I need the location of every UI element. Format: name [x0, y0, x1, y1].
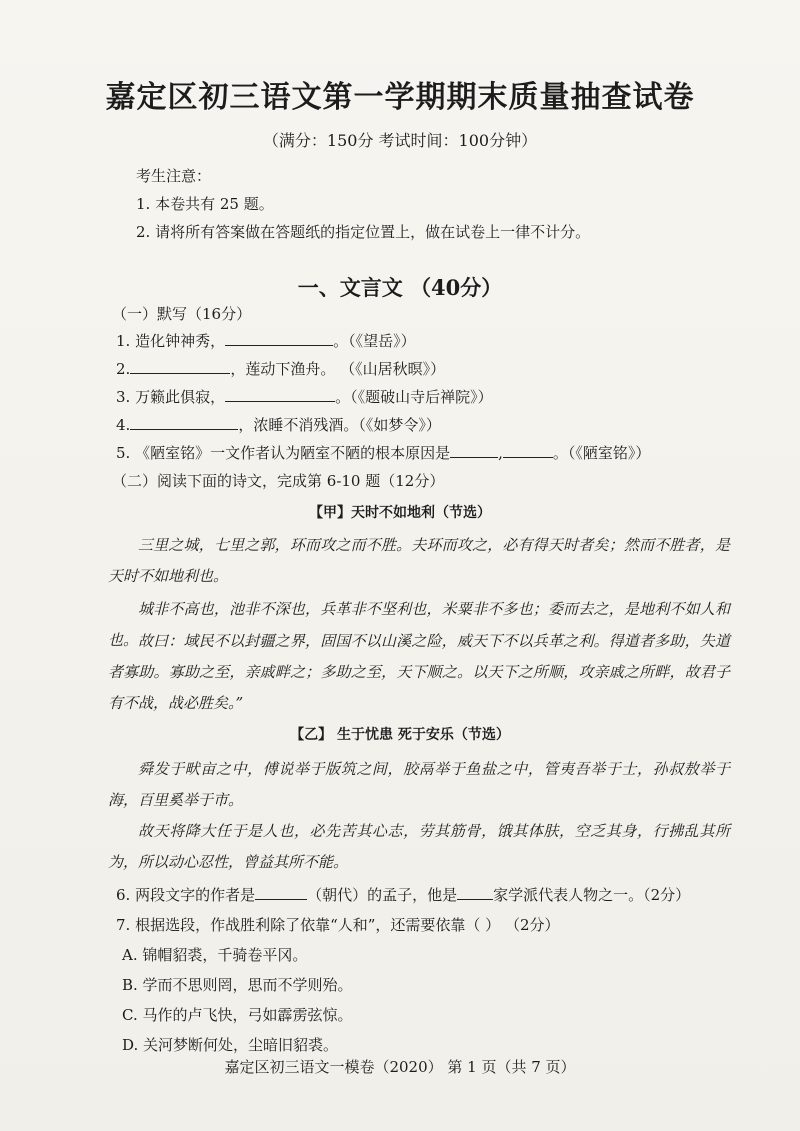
q2-pre: 2. [116, 360, 131, 378]
part1-heading: （一）默写（16分） [112, 305, 252, 323]
notice-item-2: 2. 请将所有答案做在答题纸的指定位置上，做在试卷上一律不计分。 [136, 223, 591, 241]
question-1 [116, 330, 416, 351]
notice-item-1: 1. 本卷共有 25 题。 [136, 195, 274, 213]
q6-pre: 6. 两段文字的作者是 [116, 886, 256, 904]
q1-post: 。（《望岳》） [333, 332, 416, 350]
q6-blank-2[interactable] [457, 885, 493, 900]
q2-blank[interactable] [130, 359, 230, 374]
passage-a-paragraph-3: 故曰：域民不以封疆之界，固国不以山溪之险，威天下不以兵革之利。得道者多助，失道者寡助。寡助之至，亲戚畔之；多助之至，天下顺之。以天下之所顺，攻亲戚之所畔，故君子有不战，战必胜矣。” [108, 632, 730, 712]
passage-a-title: 【甲】天时不如地利（节选） [309, 505, 491, 521]
q5-mid: , [498, 444, 503, 462]
q4-post: ，浓睡不消残酒。（《如梦令》） [238, 416, 441, 434]
q2-post: ，莲动下渔舟。 （《山居秋暝》） [230, 360, 446, 378]
q1-blank[interactable] [225, 331, 333, 346]
q5-blank-2[interactable] [503, 443, 553, 458]
question-4 [116, 414, 441, 435]
q3-post: 。（《题破山寺后禅院》） [335, 388, 493, 406]
notice-heading: 考生注意： [136, 167, 212, 185]
section-title: 一、文言文 （40分） [297, 275, 503, 300]
question-5 [116, 442, 650, 463]
passage-a-paragraph-1: 三里之城，七里之郭，环而攻之而不胜。夫环而攻之，必有得天时者矣；然而不胜者，是天时不如地利也。 [108, 536, 730, 585]
q6-post: 家学派代表人物之一。（2分） [493, 886, 691, 904]
page-footer: 嘉定区初三语文一模卷（2020） 第 1 页（共 7 页） [224, 1058, 576, 1076]
question-3 [116, 386, 493, 407]
q3-blank[interactable] [225, 387, 335, 402]
notice-block [130, 162, 590, 246]
option-a[interactable]: A. 锦帽貂裘，千骑卷平冈。 [122, 946, 308, 964]
q4-blank[interactable] [130, 415, 238, 430]
question-6 [116, 884, 690, 905]
passage-b-paragraph-2: 故天将降大任于是人也，必先苦其心志，劳其筋骨，饿其体肤，空乏其身，行拂乱其所为，所以动心忍性，曾益其所不能。 [108, 822, 730, 871]
q4-pre: 4. [116, 416, 131, 434]
question-2 [116, 358, 445, 379]
passage-a-paragraph-2: 城非不高也，池非不深也，兵革非不坚利也，米粟非不多也；委而去之，是地利不如人和也。 [108, 600, 730, 649]
q5-pre: 5. 《陋室铭》一文作者认为陋室不陋的根本原因是 [116, 444, 451, 462]
option-b[interactable]: B. 学而不思则罔，思而不学则殆。 [122, 976, 353, 994]
q5-blank-1[interactable] [450, 443, 498, 458]
exam-subtitle: （满分：150分 考试时间：100分钟） [262, 131, 538, 150]
part2-heading: （二）阅读下面的诗文，完成第 6-10 题（12分） [112, 472, 445, 490]
passage-b-title: 【乙】 生于忧患 死于安乐（节选） [290, 727, 510, 743]
q5-post: 。（《陋室铭》） [552, 444, 651, 462]
q3-pre: 3. 万籁此俱寂， [116, 388, 226, 406]
exam-title: 嘉定区初三语文第一学期期末质量抽查试卷 [105, 80, 695, 115]
option-c[interactable]: C. 马作的卢飞快，弓如霹雳弦惊。 [122, 1006, 353, 1024]
passage-b-paragraph-1: 舜发于畎亩之中，傅说举于版筑之间，胶鬲举于鱼盐之中，管夷吾举于士，孙叔敖举于海，百里奚举于市。 [108, 760, 730, 809]
q1-pre: 1. 造化钟神秀， [116, 332, 226, 350]
q6-mid: （朝代）的孟子，他是 [307, 886, 458, 904]
question-7: 7. 根据选段，作战胜利除了依靠“人和”，还需要依靠（ ） （2分） [116, 916, 560, 934]
option-d[interactable]: D. 关河梦断何处，尘暗旧貂裘。 [122, 1036, 339, 1054]
q6-blank-1[interactable] [255, 885, 307, 900]
